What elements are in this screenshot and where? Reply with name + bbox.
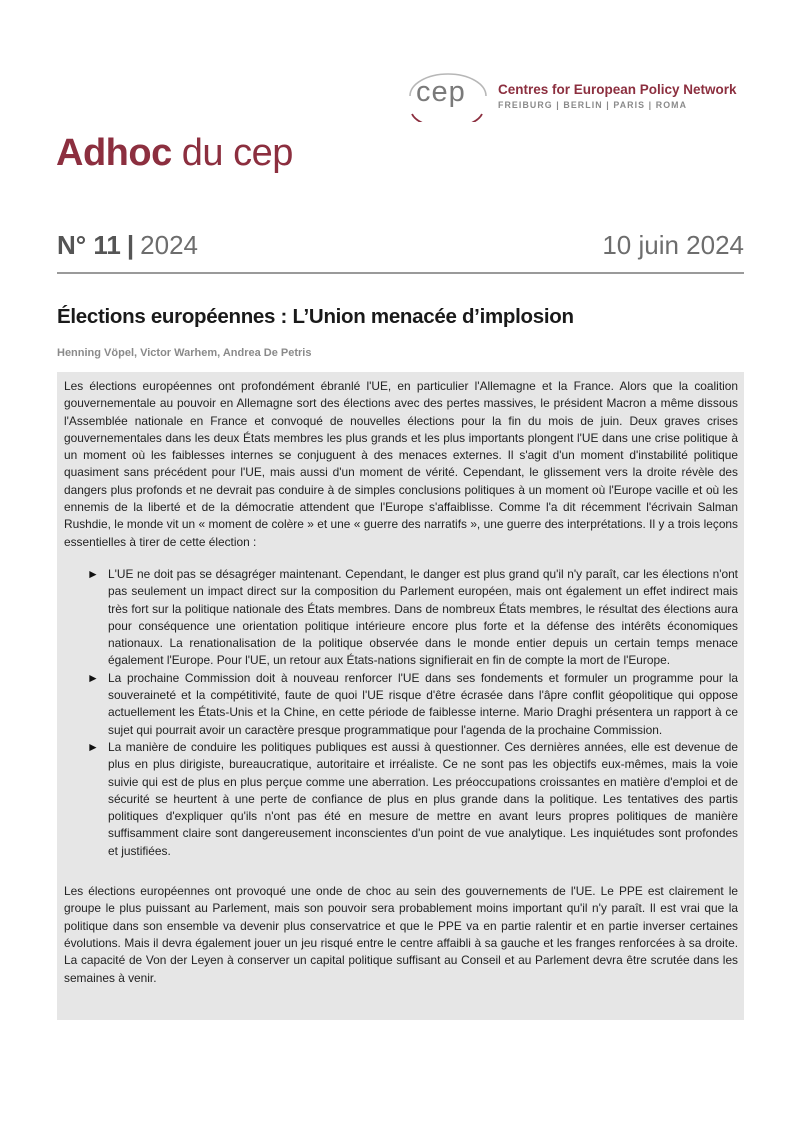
list-item	[64, 739, 738, 860]
org-cities: FREIBURG | BERLIN | PARIS | ROMA	[498, 100, 688, 110]
series-title	[56, 132, 293, 175]
lessons-list	[64, 566, 738, 860]
arrow-bullet-icon: ►	[87, 739, 99, 754]
series-title-bold: Adhoc	[56, 132, 172, 174]
logo-mark: cep	[416, 76, 466, 108]
cep-logo	[402, 70, 747, 122]
list-item-text: L'UE ne doit pas se désagréger maintenant. Cependant, le danger est plus grand qu'il n'y paraît, car les élections n'ont pas seulement un impact direct sur la composition du Parlement européen, mais ont également un effet indirect mais très fort sur la politique nationale des États membres. Dans de nombreux États membres, le résultat des élections aura pour conséquence une orientation politique intérieure encore plus forte et la défense des intérêts économiques nationaux. La renationalisation de la politique observée dans le monde entier depuis un certain temps menace également l'Europe. Pour l'UE, un retour aux États-nations signifierait en fin de compte la mort de l'Europe.	[108, 566, 738, 668]
issue-info	[57, 230, 198, 261]
intro-paragraph: Les élections européennes ont profondément ébranlé l'UE, en particulier l'Allemagne et la France. Alors que la coalition gouvernementale au pouvoir en Allemagne sort des élections avec des pertes massives, le président Macron a même dissous l'Assemblée nationale en France et convoqué de nouvelles élections pour la fin du mois de juin. Deux graves crises gouvernementales dans les deux États membres les plus grands et les plus importants plongent l'UE dans une crise politique à un moment où les faiblesses internes se conjuguent à des menaces externes. Il s'agit d'un moment d'instabilité politique quasiment sans précédent pour l'UE, mais aussi d'un moment de vérité. Cependant, le glissement vers la droite révèle des dangers plus profonds et ne devrait pas conduire à de simples conclusions politiques à un moment où l'Europe vacille et où les ennemis de la liberté et de la démocratie attendent que l'Europe s'affaiblisse. Comme l'a dit récemment l'écrivain Salman Rushdie, le monde vit un « moment de colère » et une « guerre des narratifs », une guerre des interprétations. Il y a trois leçons essentielles à tirer de cette élection :	[64, 379, 738, 549]
article-body-box	[57, 372, 744, 1020]
article-title: Élections européennes : L’Union menacée d’implosion	[57, 305, 574, 328]
issue-row	[57, 230, 744, 264]
header-divider	[57, 272, 744, 274]
issue-separator: |	[126, 230, 135, 260]
issue-date: 10 juin 2024	[602, 230, 744, 260]
arrow-bullet-icon: ►	[87, 670, 99, 685]
series-title-rest: du cep	[181, 132, 293, 174]
list-item-text: La prochaine Commission doit à nouveau renforcer l'UE dans ses fondements et formuler un programme pour la souveraineté et la compétitivité, faute de quoi l'UE risque d'être écrasée dans l'âpre conflit géopolitique qui oppose actuellement les États-Unis et la Chine, en cette période de faiblesse interne. Mario Draghi présentera un rapport à ce sujet qui pourrait avoir un caractère presque programmatique pour l'agenda de la prochaine Commission.	[108, 670, 738, 737]
article-body	[64, 378, 738, 987]
org-name: Centres for European Policy Network	[498, 82, 737, 97]
issue-number: N° 11	[57, 230, 121, 260]
article-authors: Henning Vöpel, Victor Warhem, Andrea De Petris	[57, 347, 312, 359]
arrow-bullet-icon: ►	[87, 566, 99, 581]
list-item	[64, 670, 738, 739]
issue-year: 2024	[140, 230, 199, 260]
closing-paragraph: Les élections européennes ont provoqué une onde de choc au sein des gouvernements de l'UE. Le PPE est clairement le groupe le plus puissant au Parlement, mais son pouvoir sera probablement moins important qu'il n'y paraît. Il est vrai que la politique dans son ensemble va devenir plus conservatrice et que le PPE va en partie ralentir et en partie inverser certaines évolutions. Mais il devra également jouer un jeu risqué entre le centre affaibli à sa gauche et les franges renforcées à sa droite. La capacité de Von der Leyen à conserver un capital politique suffisant au Conseil et au Parlement devra être scrutée dans les semaines à venir.	[64, 884, 738, 985]
list-item	[64, 566, 738, 670]
list-item-text: La manière de conduire les politiques publiques est aussi à questionner. Ces dernières années, elle est devenue de plus en plus dirigiste, bureaucratique, autoritaire et irréaliste. Ce ne sont pas les objectifs eux-mêmes, mais la voie suivie qui est de plus en plus perçue comme une aberration. Les préoccupations croissantes en matière d'emploi et de sécurité se heurtent à une perte de confiance de plus en plus grande dans la politique. Les tentatives des partis politiques d'expliquer qu'ils n'ont pas été en mesure de mettre en avant leurs propres politiques de manière suffisamment claire sont dangereusement inconscientes d'un point de vue analytique. Les inquiétudes sont profondes et justifiées.	[108, 739, 738, 858]
